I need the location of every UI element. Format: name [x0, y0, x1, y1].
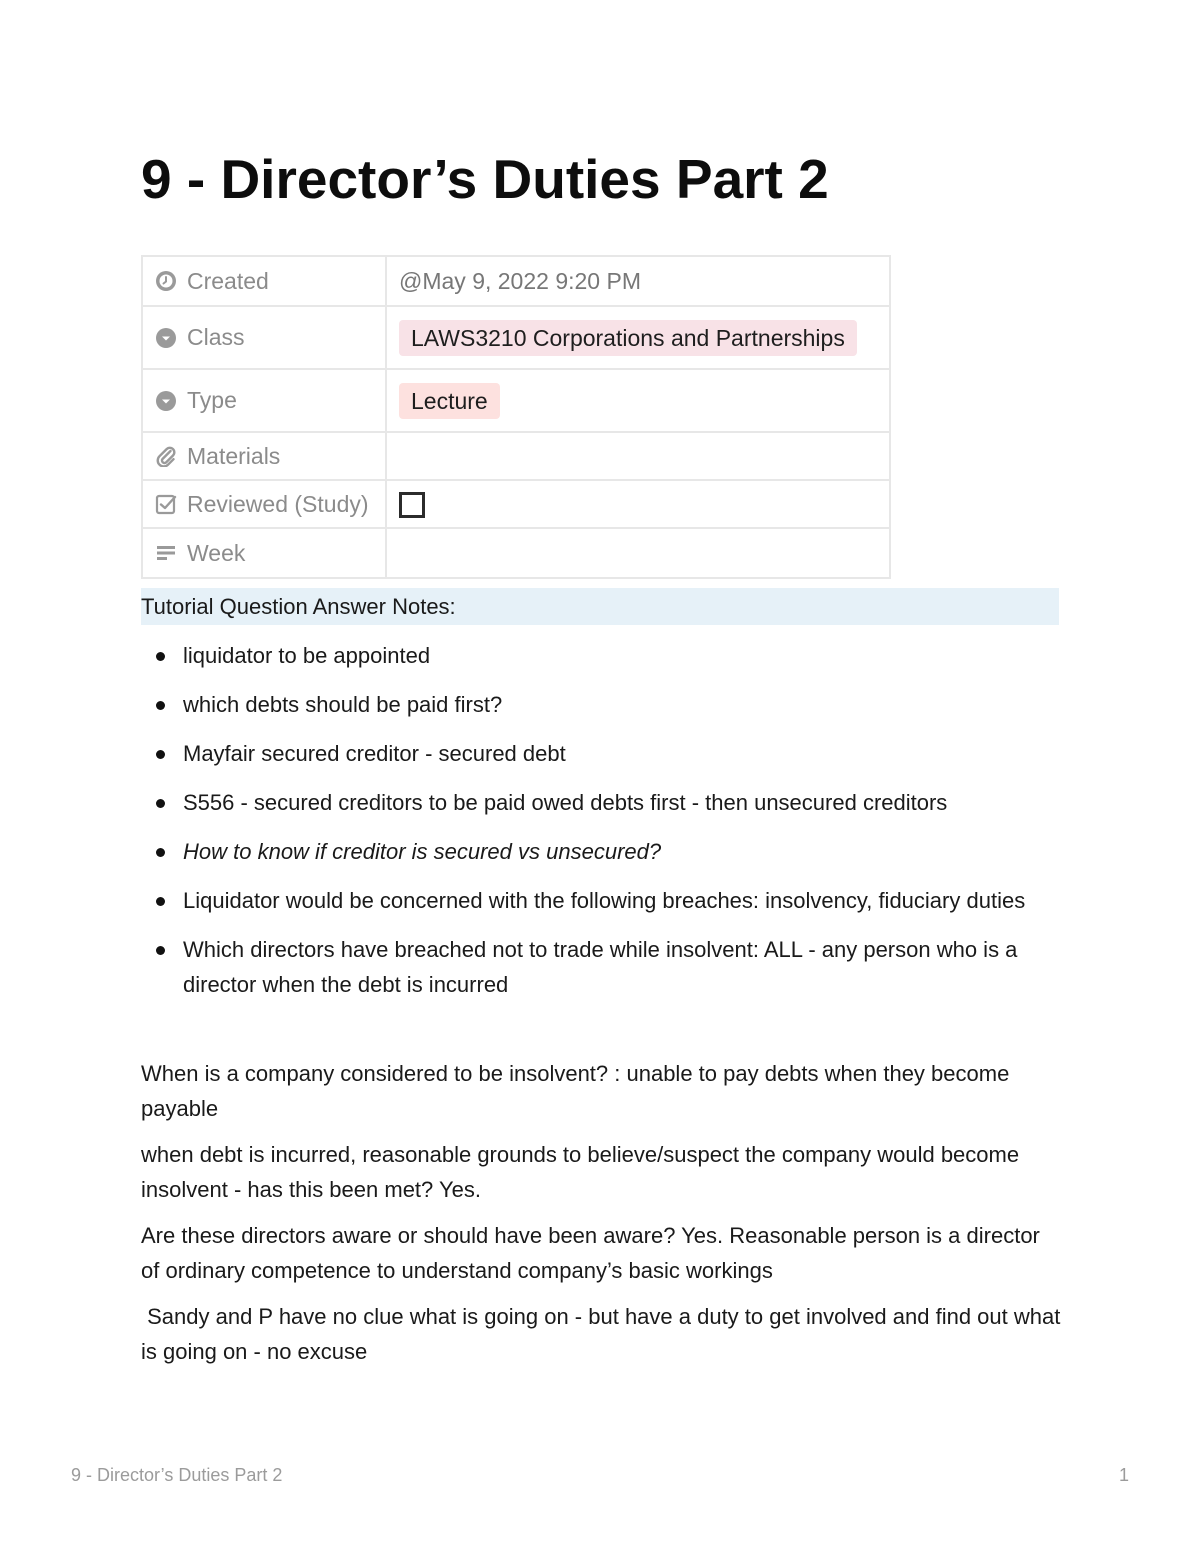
- footer-title: 9 - Director’s Duties Part 2: [71, 1465, 283, 1485]
- paragraph: Sandy and P have no clue what is going on - but have a duty to get involved and find out what is going on - no excuse: [141, 1304, 1067, 1364]
- property-value-cell: [386, 306, 890, 369]
- paperclip-icon: [155, 445, 177, 467]
- list-item: Liquidator would be concerned with the following breaches: insolvency, fiduciary duties: [141, 883, 1061, 918]
- reviewed-checkbox[interactable]: [399, 492, 425, 518]
- paragraph: When is a company considered to be insolvent? : unable to pay debts when they become payable: [141, 1061, 1010, 1121]
- list-item: How to know if creditor is secured vs unsecured?: [141, 834, 1061, 869]
- checkbox-icon: [155, 493, 177, 515]
- property-label-cell: [142, 369, 386, 432]
- property-row-materials: [142, 432, 890, 480]
- property-label: Reviewed (Study): [187, 490, 369, 517]
- property-row-created: [142, 256, 890, 306]
- property-row-type: [142, 369, 890, 432]
- property-label-cell: [142, 432, 386, 480]
- text-lines-icon: [155, 542, 177, 564]
- property-label-cell: [142, 480, 386, 528]
- paragraph: when debt is incurred, reasonable grounds to believe/suspect the company would become insolvent - has this been met? Yes.: [141, 1142, 1020, 1202]
- type-tag[interactable]: Lecture: [399, 383, 500, 419]
- property-label: Materials: [187, 442, 281, 469]
- list-item: Mayfair secured creditor - secured debt: [141, 736, 1061, 771]
- properties-table: [141, 255, 891, 579]
- page-title: 9 - Director’s Duties Part 2: [141, 148, 829, 210]
- select-icon: [155, 390, 177, 412]
- property-label: Type: [187, 387, 237, 413]
- created-value: @May 9, 2022 9:20 PM: [386, 256, 890, 306]
- property-row-class: [142, 306, 890, 369]
- property-label-cell: [142, 306, 386, 369]
- property-row-reviewed: [142, 480, 890, 528]
- property-label: Created: [187, 267, 269, 294]
- property-value-cell: [386, 480, 890, 528]
- property-row-week: [142, 528, 890, 578]
- property-label-cell: [142, 256, 386, 306]
- list-item: which debts should be paid first?: [141, 687, 1061, 722]
- footer-page-number: 1: [1118, 1465, 1129, 1485]
- select-icon: [155, 327, 177, 349]
- property-label-cell: [142, 528, 386, 578]
- property-value-cell: [386, 369, 890, 432]
- class-tag[interactable]: LAWS3210 Corporations and Partnerships: [399, 320, 857, 356]
- list-item: Which directors have breached not to trade while insolvent: ALL - any person who is a director when the debt is incurred: [141, 932, 1061, 1002]
- property-label: Week: [187, 539, 246, 566]
- list-item: S556 - secured creditors to be paid owed debts first - then unsecured creditors: [141, 785, 1061, 820]
- bullet-list: [141, 638, 1061, 1016]
- callout-block: Tutorial Question Answer Notes:: [141, 588, 1059, 625]
- materials-value[interactable]: [386, 432, 890, 480]
- notes-paragraphs: [141, 1056, 1067, 1380]
- week-value[interactable]: [386, 528, 890, 578]
- list-item: liquidator to be appointed: [141, 638, 1061, 673]
- paragraph: Are these directors aware or should have been aware? Yes. Reasonable person is a director of ordinary competence to understand company’s basic workings: [141, 1223, 1040, 1283]
- clock-icon: [155, 270, 177, 292]
- property-label: Class: [187, 324, 245, 350]
